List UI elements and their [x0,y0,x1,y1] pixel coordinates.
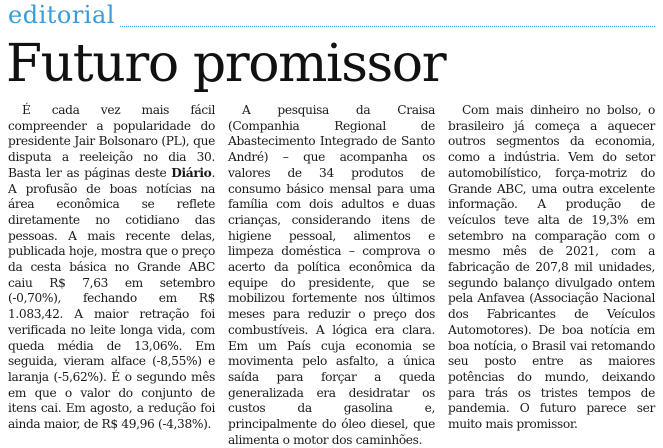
paragraph-text: É cada vez mais fácil compreender a popularidade do presidente Jair Bolsonaro (PL), que disputa a reeleição no dia 30. Basta ler as páginas deste [8,103,215,180]
section-label: editorial [8,1,119,29]
paragraph: Com mais dinheiro no bolso, o brasileiro já começa a aquecer outros segmentos da economia, como a indústria. Vem do setor automobilístico, força-motriz do Grande ABC, uma outra excelente informação. A produção de veículos teve alta de 19,3% em setembro na comparação com o mesmo mês de 2021, com a fabricação de 207,8 mil unidades, segundo balanço divulgado ontem pela Anfavea (Associação Nacional dos Fabricantes de Veículos Automotores). De boa notícia em boa notícia, o Brasil vai retomando seu posto entre as maiores potências do mundo, deixando para trás os tristes tempos de pandemia. O futuro parece ser muito mais promissor. [448,103,655,432]
paragraph [8,103,215,433]
paragraph-text: . A profusão de boas notícias na área econômica se reflete diretamente no cotidiano das pessoas. A mais recente delas, publicada hoje, mostra que o preço da cesta básica no Grande ABC caiu R$ 7,63 em setembro (-0,70%), fechando em R$ 1.083,42. A maior retração foi verificada no leite longa vida, com queda média de 13,06%. Em seguida, vieram alface (-8,55%) e laranja (-5,62%). É o segundo mês em que o valor do conjunto de itens cai. Em agosto, a redução foi ainda maior, de R$ 49,96 (-4,38%). [8,165,215,432]
paragraph: A pesquisa da Craisa (Companhia Regional de Abastecimento Integrado de Santo André) – que acompanha os valores de 34 produtos de consumo básico mensal para uma família com dois adultos e duas crianças, considerando itens de higiene pessoal, alimentos e limpeza doméstica – comprova o acerto da política econômica da equipe do presidente, que se mobilizou fortemente nos últimos meses para reduzir o preço dos combustíveis. A lógica era clara. Em um País cuja economia se movimenta pelo asfalto, a única saída para forçar a queda generalizada era desidratar os custos da gasolina e, principalmente do óleo diesel, que alimenta o motor dos caminhões. [228,103,435,447]
article-column-3 [448,103,655,448]
article-body [8,103,655,448]
article-column-1 [8,103,215,448]
article-column-2 [228,103,435,448]
headline: Futuro promissor [6,34,446,94]
newspaper-name: Diário [171,165,212,180]
